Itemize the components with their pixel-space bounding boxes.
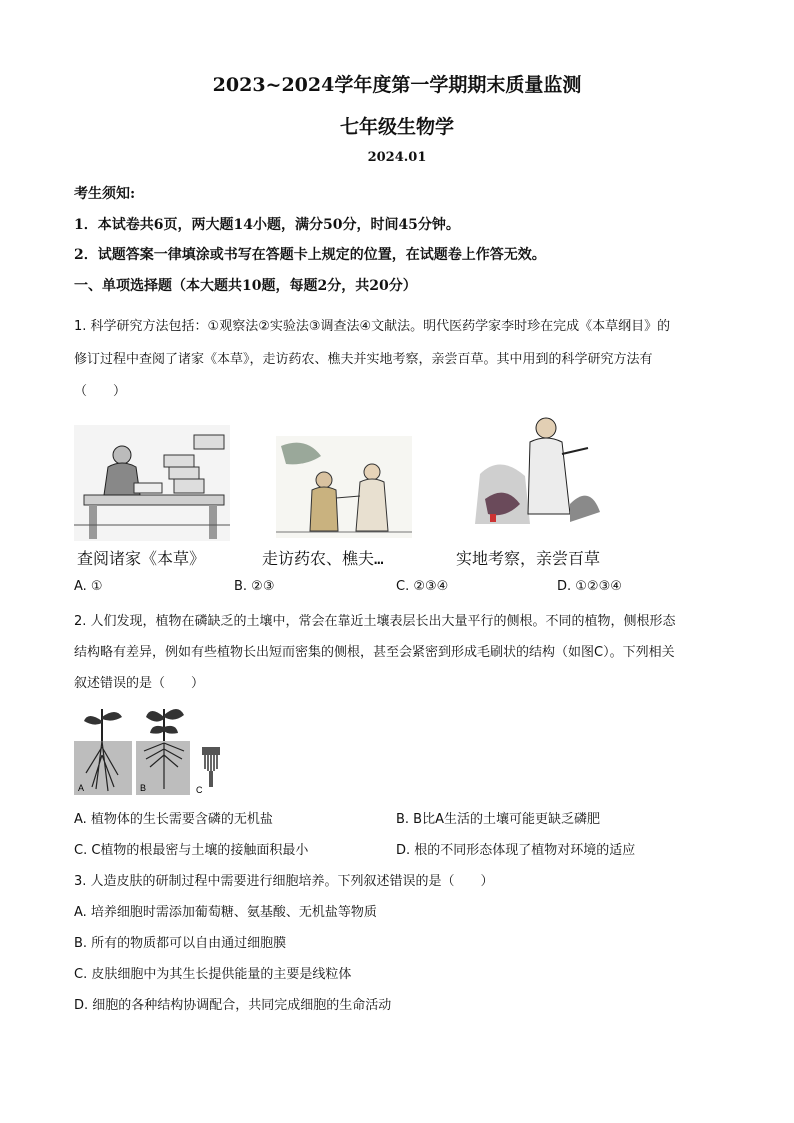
q1-option-d: D. ①②③④: [557, 579, 622, 594]
exam-title: 2023~2024学年度第一学期期末质量监测: [212, 74, 582, 96]
figure-label-a: A: [78, 783, 85, 793]
q1-option-a: A. ①: [74, 579, 103, 594]
q3-option-c: C. 皮肤细胞中为其生长提供能量的主要是线粒体: [74, 967, 352, 982]
q1-stem-line: 修订过程中查阅了诸家《本草》，走访药农、樵夫并实地考察，亲尝百草。其中用到的科学研究方法有: [74, 352, 653, 367]
notice-heading: 考生须知:: [74, 186, 136, 202]
plant-roots-figure: [74, 703, 224, 795]
q2-option-b: B. B比A生活的土壤可能更缺乏磷肥: [396, 812, 600, 827]
q2-stem-line: 结构略有差异，例如有些植物长出短而密集的侧根，甚至会紧密到形成毛刷状的结构（如图C）。下列相关: [74, 645, 675, 660]
q1-stem-line: 1. 科学研究方法包括：①观察法②实验法③调查法④文献法。明代医药学家李时珍在完成《本草纲目》的: [74, 319, 671, 334]
q2-option-d: D. 根的不同形态体现了植物对环境的适应: [396, 843, 636, 858]
figure-caption: 查阅诸家《本草》: [77, 549, 206, 568]
q2-stem-line: 2. 人们发现，植物在磷缺乏的土壤中，常会在靠近土壤表层长出大量平行的侧根。不同的植物，侧根形态: [74, 614, 676, 629]
q3-option-b: B. 所有的物质都可以自由通过细胞膜: [74, 936, 287, 951]
q2-option-a: A. 植物体的生长需要含磷的无机盐: [74, 812, 273, 827]
q3-option-d: D. 细胞的各种结构协调配合，共同完成细胞的生命活动: [74, 998, 392, 1013]
visiting-farmers-illustration: [276, 436, 412, 538]
figure-caption: 实地考察，亲尝百草: [456, 549, 601, 568]
section-heading: 一、单项选择题（本大题共10题，每题2分，共20分）: [74, 278, 417, 294]
field-investigation-illustration: [470, 404, 606, 536]
exam-date: 2024.01: [367, 150, 427, 165]
q2-option-c: C. C植物的根最密与土壤的接触面积最小: [74, 843, 309, 858]
figure-caption: 走访药农、樵夫…: [262, 549, 384, 568]
q1-stem-line: （ ）: [74, 384, 127, 399]
q1-option-c: C. ②③④: [396, 579, 449, 594]
q3-stem: 3. 人造皮肤的研制过程中需要进行细胞培养。下列叙述错误的是（ ）: [74, 874, 494, 889]
figure-label-b: B: [140, 783, 147, 793]
figure-label-c: C: [196, 785, 203, 795]
exam-subject: 七年级生物学: [339, 116, 454, 138]
q3-option-a: A. 培养细胞时需添加葡萄糖、氨基酸、无机盐等物质: [74, 905, 377, 920]
notice-item: 2．试题答案一律填涂或书写在答题卡上规定的位置，在试题卷上作答无效。: [74, 247, 546, 263]
q1-option-b: B. ②③: [234, 579, 275, 594]
notice-item: 1．本试卷共6页，两大题14小题，满分50分，时间45分钟。: [74, 217, 460, 233]
q2-stem-line: 叙述错误的是（ ）: [74, 676, 205, 691]
scholar-reading-illustration: [74, 425, 230, 541]
